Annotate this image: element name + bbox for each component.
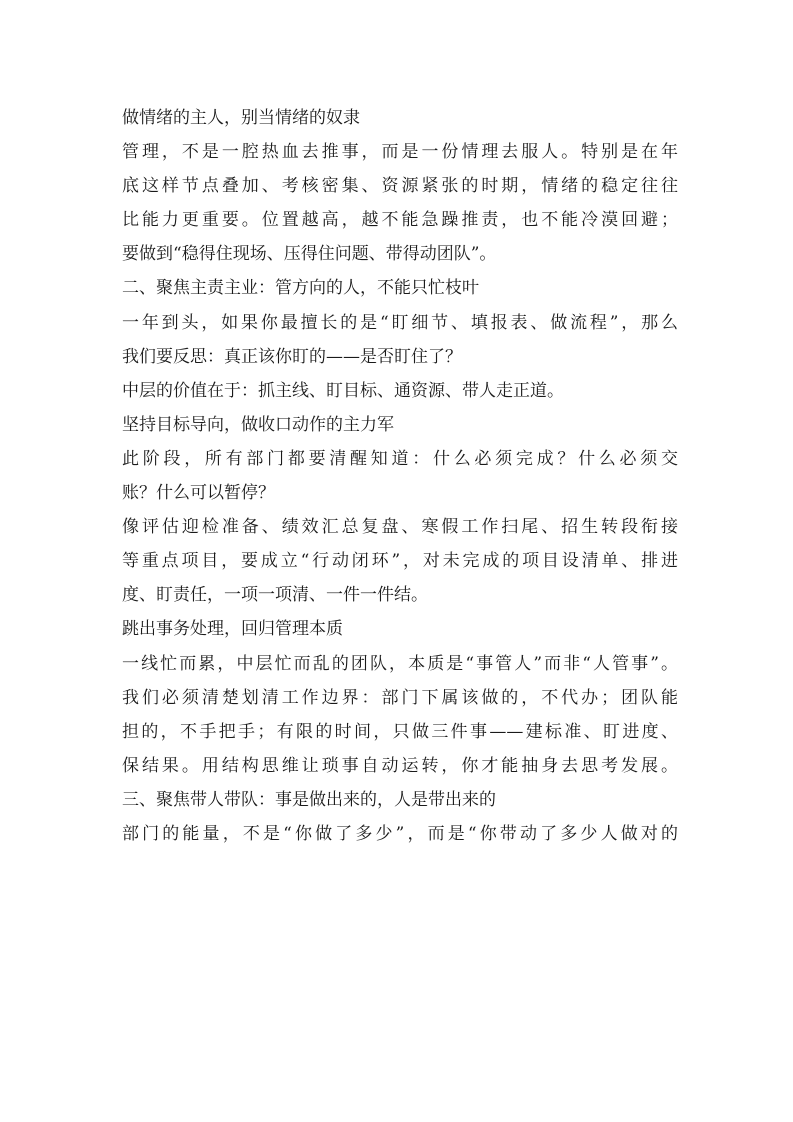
paragraph-line: 我们要反思：真正该你盯的——是否盯住了？ [122,346,462,367]
section-heading: 三、聚焦带人带队：事是做出来的，人是带出来的 [122,789,496,810]
paragraph-line: 我们必须清楚划清工作边界：部门下属该做的，不代办；团队能 [122,687,678,708]
section-heading: 做情绪的主人，别当情绪的奴隶 [122,108,360,128]
paragraph-line: 账？什么可以暂停？ [122,483,275,504]
section-heading: 二、聚焦主责主业：管方向的人，不能只忙枝叶 [122,278,479,299]
paragraph-line: 部门的能量，不是“你做了多少”，而是“你带动了多少人做对的 [122,823,678,844]
paragraph-line: 此阶段，所有部门都要清醒知道：什么必须完成？什么必须交 [122,448,678,469]
paragraph-line: 底这样节点叠加、考核密集、资源紧张的时期，情绪的稳定往往 [122,176,678,197]
paragraph-line: 保结果。用结构思维让琐事自动运转，你才能抽身去思考发展。 [122,755,678,776]
paragraph-line: 比能力更重要。位置越高，越不能急躁推责，也不能冷漠回避； [122,210,678,231]
paragraph-line: 一线忙而累，中层忙而乱的团队，本质是“事管人”而非“人管事”。 [122,653,678,674]
document-body [122,101,678,851]
paragraph-line: 担的，不手把手；有限的时间，只做三件事——建标准、盯进度、 [122,721,678,742]
paragraph-line: 一年到头，如果你最擅长的是“盯细节、填报表、做流程”，那么 [122,312,678,333]
paragraph-line: 中层的价值在于：抓主线、盯目标、通资源、带人走正道。 [122,380,564,401]
section-heading: 跳出事务处理，回归管理本质 [122,619,343,640]
paragraph-line: 管理，不是一腔热血去推事，而是一份情理去服人。特别是在年 [122,142,678,163]
paragraph-line: 等重点项目，要成立“行动闭环”，对未完成的项目设清单、排进 [122,551,678,572]
paragraph-line: 像评估迎检准备、绩效汇总复盘、寒假工作扫尾、招生转段衔接 [122,517,678,538]
paragraph-line: 要做到“稳得住现场、压得住问题、带得动团队”。 [122,244,497,265]
section-heading: 坚持目标导向，做收口动作的主力军 [122,414,394,435]
paragraph-line: 度、盯责任，一项一项清、一件一件结。 [122,585,428,606]
